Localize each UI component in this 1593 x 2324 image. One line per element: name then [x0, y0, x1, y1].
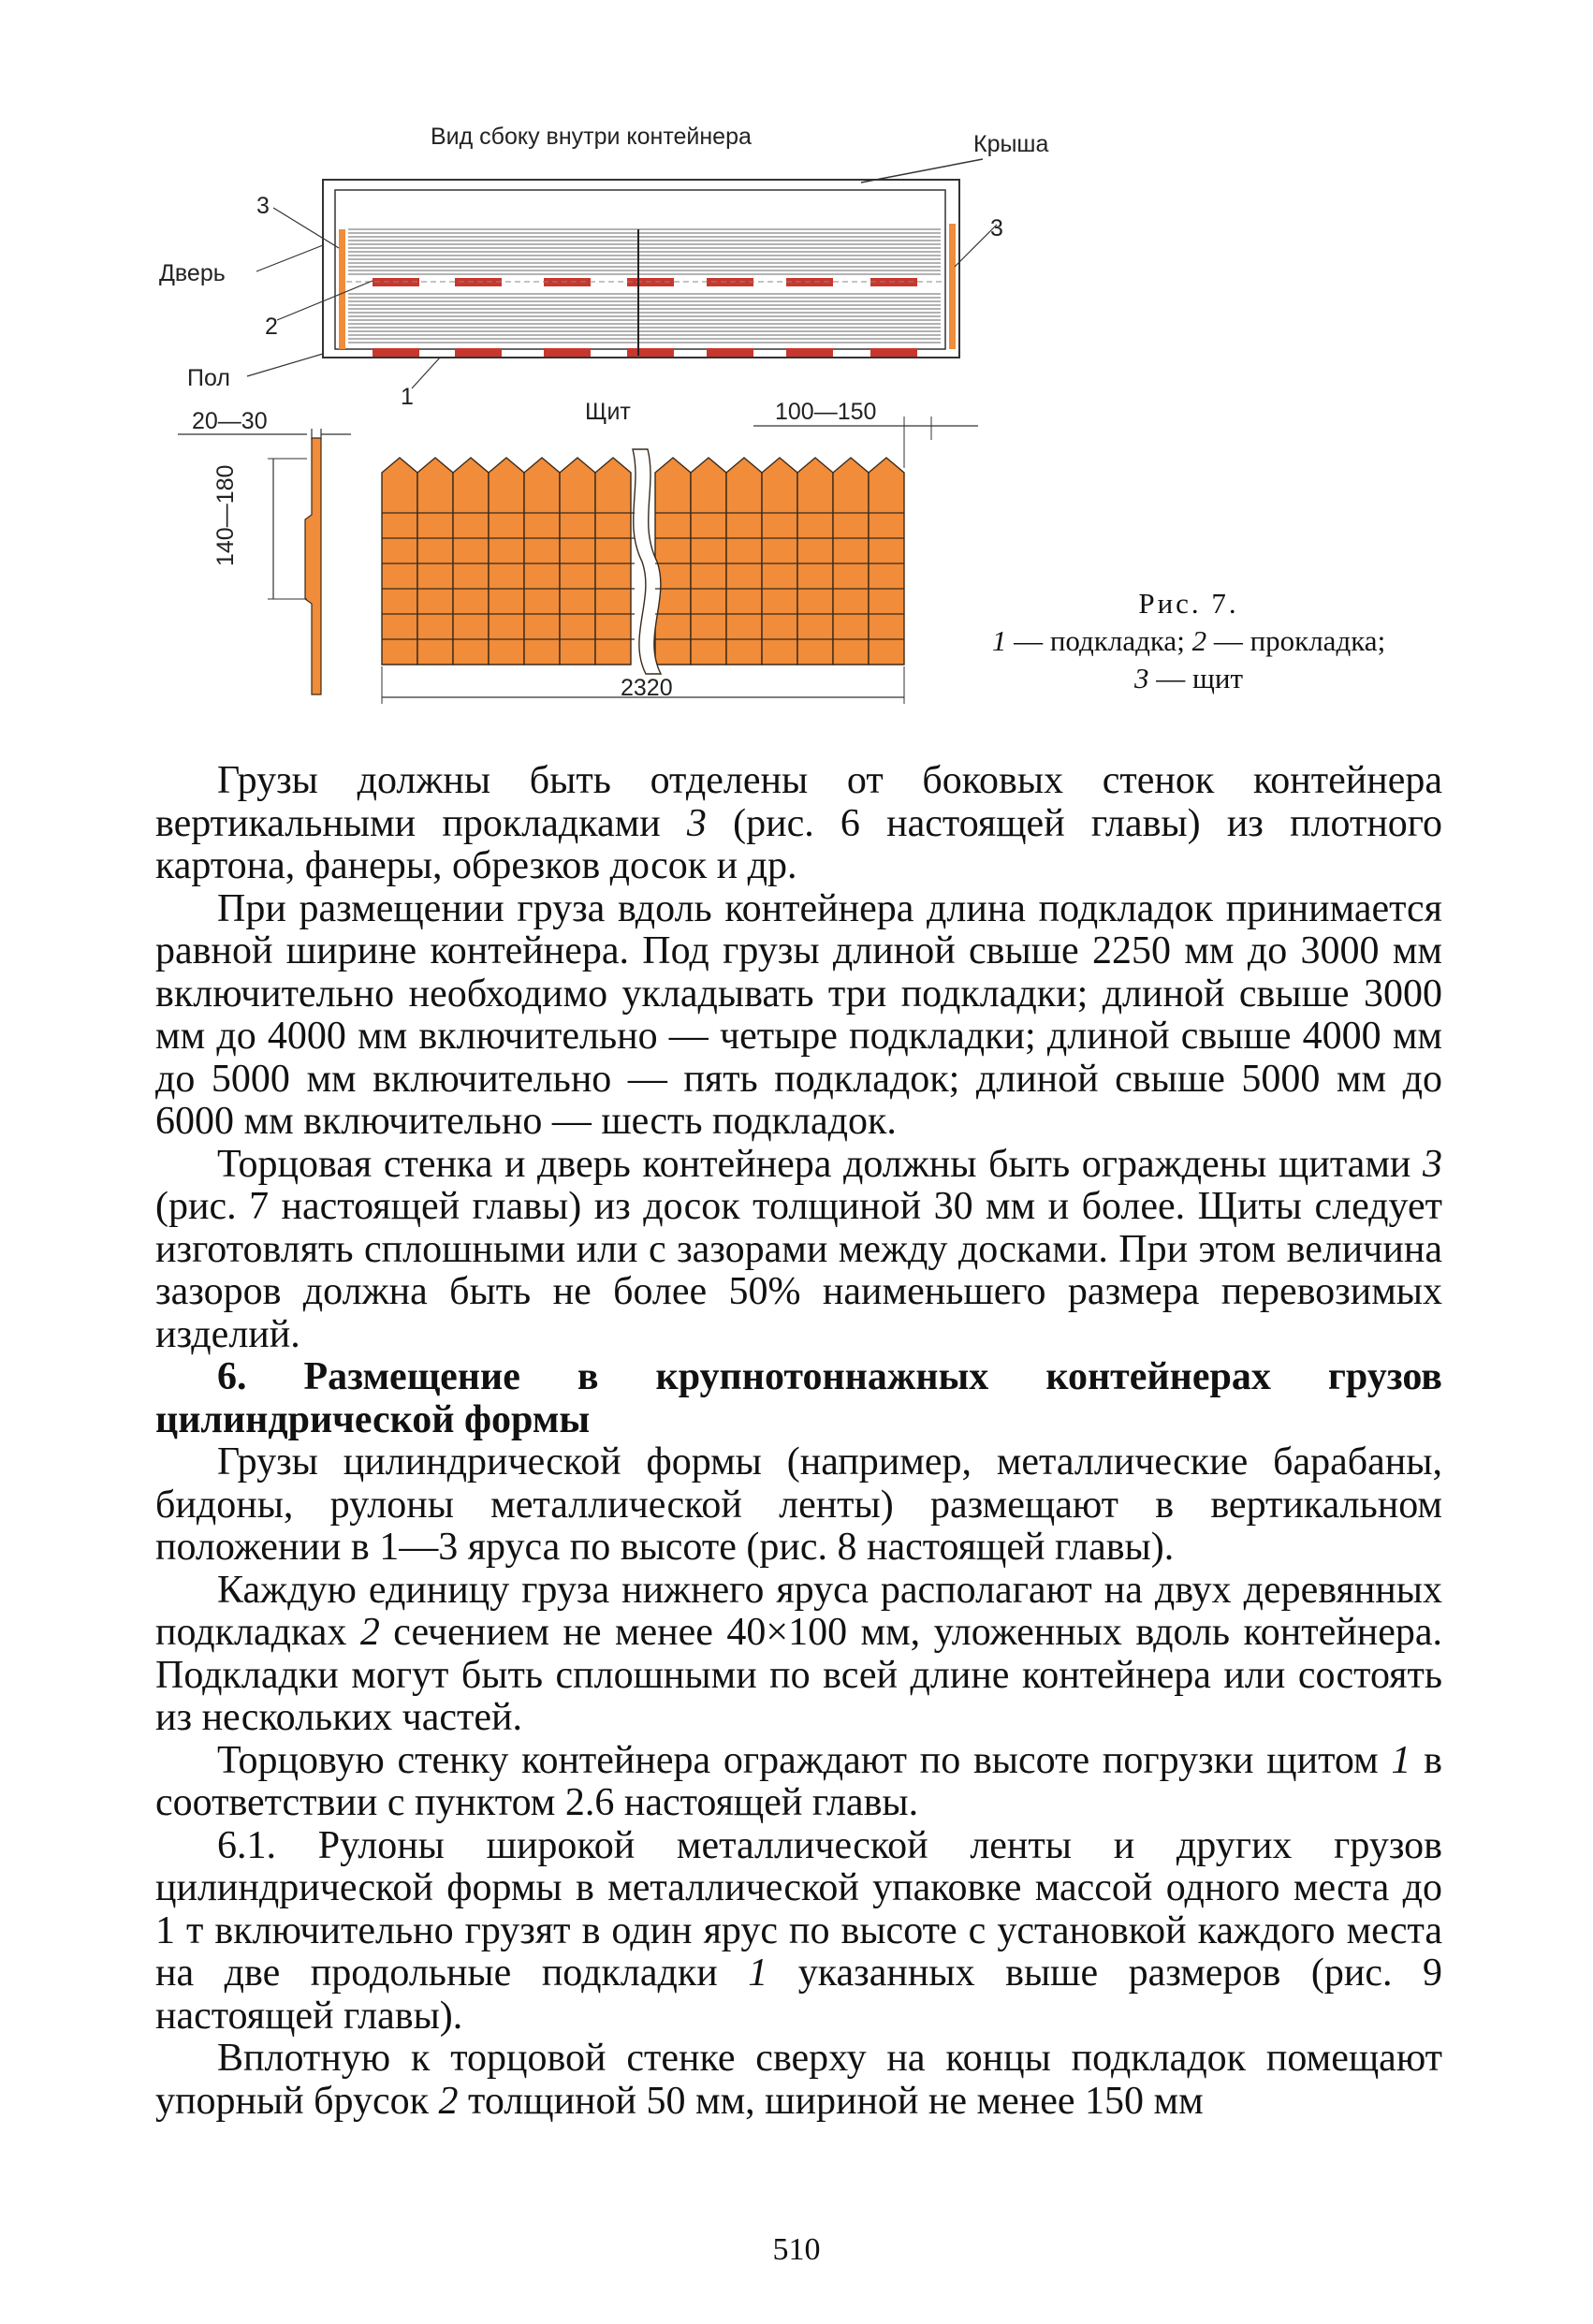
leader-3-left: [273, 208, 339, 248]
door-label: Дверь: [159, 260, 226, 286]
sub-pad-1: [627, 348, 674, 357]
leader-1: [412, 358, 440, 388]
text-run: толщиной 50 мм, шириной не менее 150 мм: [458, 2079, 1204, 2123]
shield-board-right: [762, 458, 797, 665]
text-run: (рис. 7 настоящей главы) из досок толщиной 30 мм и более. Щиты следует изготовлять сплошными или с зазорами между досками. При этом величина зазоров должна быть не более 50% наименьшего размера перевозимых изделий.: [155, 1185, 1442, 1356]
page-number: 510: [772, 2232, 821, 2267]
text-run: При размещении груза вдоль контейнера длина подкладок принимается равной ширине контейнера. Под грузы длиной свыше 2250 мм до 3000 мм включительно необходимо укладывать три подкладки; длиной свыше 3000 мм до 4000 мм включительно — четыре подкладки; длиной свыше 4000 мм до 5000 мм включительно — пять подкладок; длиной свыше 5000 мм до 6000 мм включительно — шесть подкладок.: [155, 886, 1442, 1143]
callout-3-left: 3: [256, 193, 270, 219]
paragraph: [155, 1570, 1442, 1740]
paragraph: [155, 888, 1442, 1144]
board-profile: [305, 438, 321, 694]
dim-board-height: 140—180: [212, 464, 239, 566]
caption-num-1: 1: [991, 624, 1007, 657]
text-run: указанных выше размеров (рис. 9 настоящей главы).: [155, 1951, 1443, 2038]
sub-pad-1: [544, 348, 591, 357]
paragraph: [155, 1441, 1442, 1570]
shield-board-left: [382, 458, 417, 665]
shield-board-right: [833, 458, 869, 665]
section-heading: [155, 1356, 1442, 1441]
caption-line-1: [955, 622, 1423, 660]
shield-board-left: [524, 458, 560, 665]
floor-label: Пол: [187, 365, 230, 391]
text-run: Вплотную к торцовой стенке сверху на концы подкладок помещают упорный брусок: [155, 2037, 1442, 2123]
callout-1: 1: [401, 384, 414, 410]
shield-board-left: [560, 458, 595, 665]
text-run: в соответствии с пунктом 2.6 настоящей главы.: [155, 1738, 1442, 1824]
shield-board-right: [726, 458, 762, 665]
reference-number: 1: [1391, 1738, 1411, 1782]
text-run: Торцовая стенка и дверь контейнера должны быть ограждены щитами: [217, 1142, 1423, 1186]
side-view-title: Вид сбоку внутри контейнера: [431, 124, 752, 150]
paragraph: [155, 1740, 1442, 1825]
shield-board-left: [595, 458, 631, 665]
text-run: сечением не менее 40×100 мм, уложенных вдоль контейнера. Подкладки могут быть сплошными по всей длине контейнера или состоять из нескольких частей.: [155, 1611, 1443, 1739]
container-inner-wall: [335, 190, 945, 349]
callout-2: 2: [265, 314, 278, 340]
shield-board-left: [453, 458, 489, 665]
shield-right: [949, 224, 956, 349]
sub-pad-1: [707, 348, 753, 357]
shield-left: [339, 229, 345, 349]
paragraph: [155, 760, 1442, 888]
reference-number: 2: [438, 2079, 459, 2123]
body-text: [155, 760, 1442, 2123]
caption-line-2: [955, 660, 1423, 697]
dim-length: 2320: [621, 675, 673, 701]
sub-pad-1: [870, 348, 917, 357]
leader-2: [277, 281, 373, 320]
paragraph: [155, 2038, 1442, 2123]
text-run: 6.1. Рулоны широкой металлической ленты и других грузов цилиндрической формы в металлической упаковке массой одного места до 1 т включительно грузят в один ярус по высоте с установкой каждого места на две продольные подкладки: [155, 1823, 1442, 1995]
figure-caption: [955, 585, 1423, 697]
text-run: 6. Размещение в крупнотоннажных контейнерах грузов цилиндрической формы: [155, 1355, 1442, 1441]
shield-board-right: [797, 458, 833, 665]
caption-text-1: — подкладка;: [1006, 624, 1192, 657]
dim-thickness: 20—30: [192, 408, 268, 434]
reference-number: 2: [359, 1611, 380, 1654]
leader-door: [256, 245, 323, 271]
sub-pad-1: [373, 348, 419, 357]
leader-floor: [247, 354, 323, 376]
caption-title: Рис. 7.: [1138, 587, 1239, 620]
text-run: Каждую единицу груза нижнего яруса располагают на двух деревянных подкладках: [155, 1568, 1442, 1654]
caption-text-3: — щит: [1148, 662, 1243, 694]
text-run: Грузы цилиндрической формы (например, металлические барабаны, бидоны, рулоны металлической ленты) размещают в вертикальном положении в 1—3 яруса по высоте (рис. 8 настоящей главы).: [155, 1440, 1442, 1569]
caption-num-3: 3: [1133, 662, 1149, 694]
reference-number: 3: [1423, 1142, 1442, 1186]
shield-board-left: [489, 458, 524, 665]
paragraph: [155, 1144, 1442, 1357]
shield-board-right: [655, 458, 691, 665]
caption-num-2: 2: [1191, 624, 1207, 657]
caption-text-2: — прокладка;: [1206, 624, 1386, 657]
reference-number: 3: [686, 801, 707, 845]
roof-label: Крыша: [973, 131, 1049, 157]
text-run: Торцовую стенку контейнера ограждают по высоте погрузки щитом: [217, 1738, 1392, 1782]
sub-pad-1: [786, 348, 833, 357]
paragraph: [155, 1825, 1442, 2039]
figure-7: [0, 0, 1593, 749]
shield-label: Щит: [585, 399, 631, 425]
shield-board-left: [417, 458, 453, 665]
shield-board-right: [869, 458, 904, 665]
callout-3-right: 3: [990, 215, 1003, 241]
text-run: (рис. 6 настоящей главы) из плотного картона, фанеры, обрезков досок и др.: [155, 801, 1442, 887]
text-run: Грузы должны быть отделены от боковых стенок контейнера вертикальными прокладками: [155, 759, 1442, 845]
reference-number: 1: [748, 1951, 768, 1995]
dim-board-width: 100—150: [775, 399, 877, 425]
sub-pad-1: [455, 348, 502, 357]
shield-board-right: [691, 458, 726, 665]
